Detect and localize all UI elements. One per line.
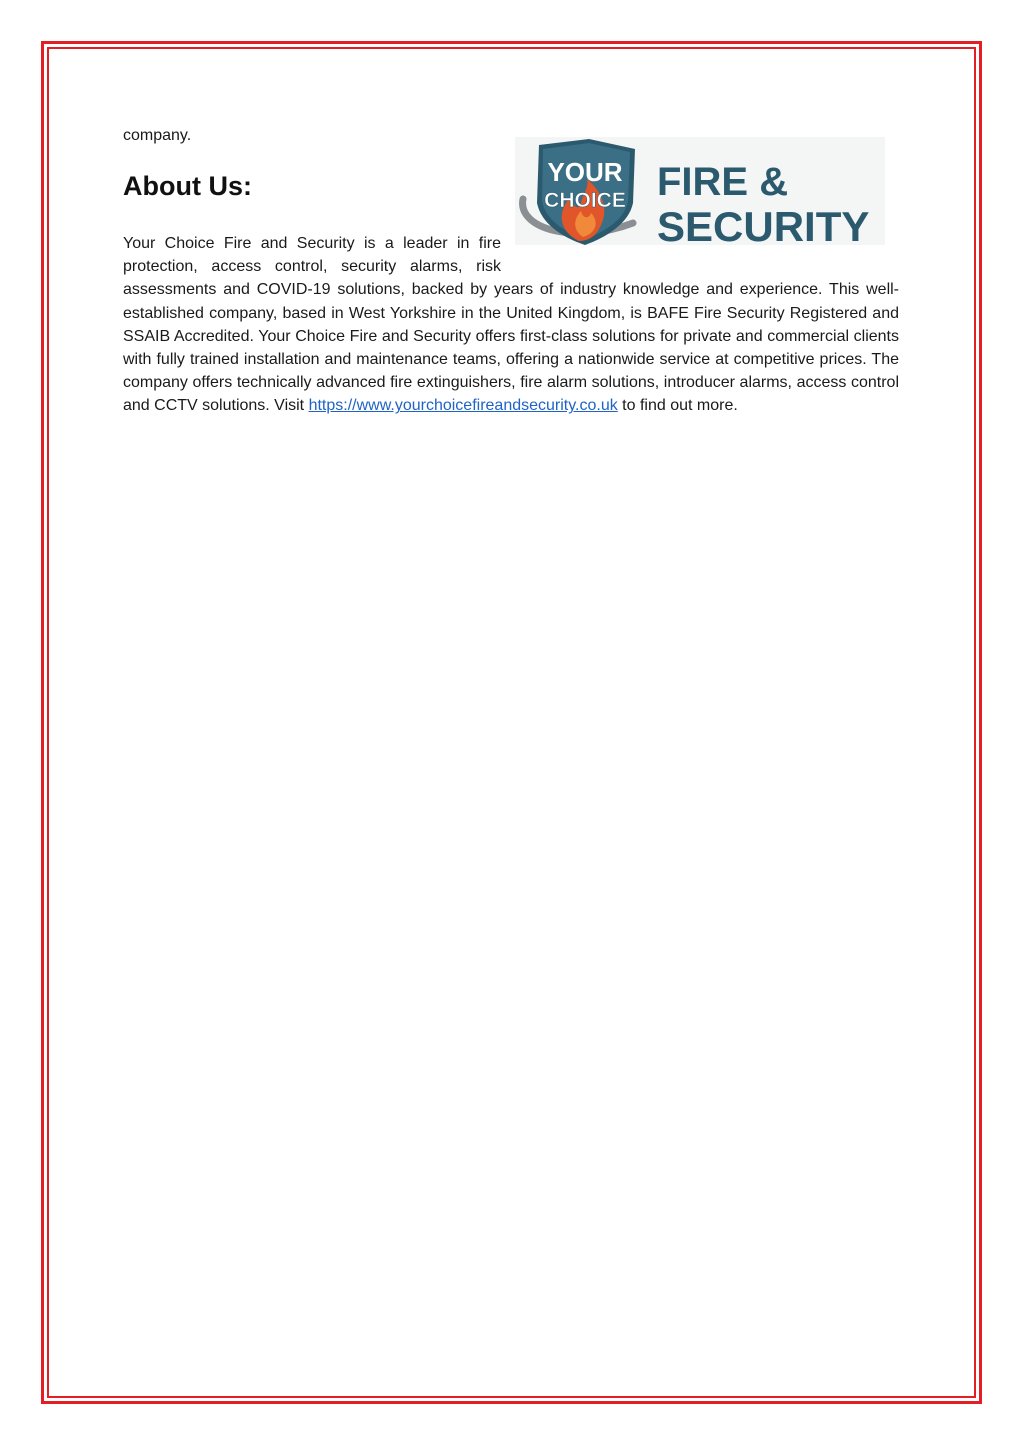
company-logo [515, 137, 885, 245]
logo-shield-line2: CHOICE [544, 189, 626, 212]
logo-wrap-spacer [501, 232, 899, 278]
continued-text: company. [123, 127, 192, 144]
logo-shield-line1: YOUR [547, 157, 623, 187]
about-text: Your Choice Fire and Security is a leader in fire protection, access control, security alarms, risk assessments and COVID-19 solutions, backed by years of industry knowledge and experience. This well-established company, based in West Yorkshire in the United Kingdom, is BAFE Fire Security Registered and SSAIB Accredited. Your Choice Fire and Security offers first-class solutions for private and commercial clients with fully trained installation and maintenance teams, offering a nationwide service at competitive prices. The company offers technically advanced fire extinguishers, fire alarm solutions, introducer alarms, access control and CCTV solutions. Visit [123, 235, 899, 415]
about-text-end: to find out more. [617, 397, 738, 415]
logo-wordmark-line2: SECURITY [657, 203, 870, 245]
section-heading: About Us: [123, 171, 252, 201]
website-link[interactable]: https://www.yourchoicefireandsecurity.co.uk [308, 397, 618, 415]
about-section-body [123, 232, 899, 418]
logo-wordmark-line1: FIRE & [657, 160, 789, 204]
